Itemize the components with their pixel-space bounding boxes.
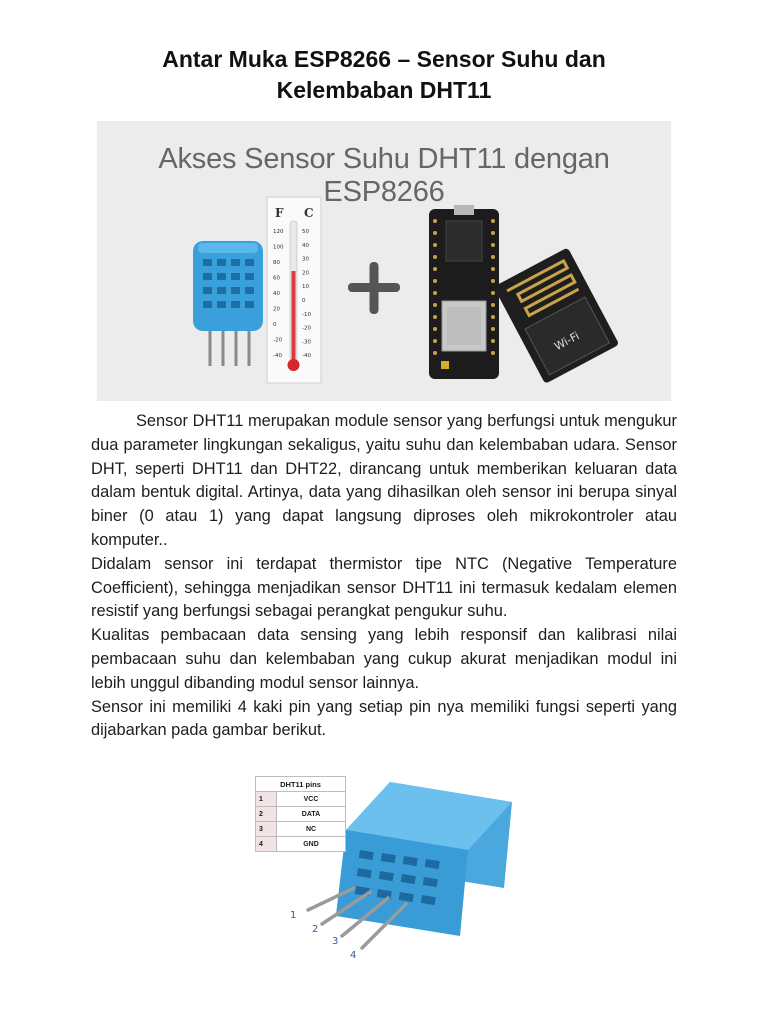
- paragraph-2: Didalam sensor ini terdapat thermistor tipe NTC (Negative Temperature Coefficient), sehingga menjadikan sensor DHT11 ini termasuk kedalam elemen resistif yang berfungsi sebagai perangkat pengukur suhu.: [91, 554, 677, 621]
- thermo-f-tick: 40: [273, 291, 280, 297]
- thermo-c-tick: -10: [302, 311, 311, 318]
- thermometer-illustration: [267, 197, 321, 383]
- hero-image: [97, 121, 671, 401]
- pin-number: 4: [256, 837, 277, 852]
- pin-label-2: 2: [312, 924, 319, 935]
- pin-name: NC: [277, 822, 346, 837]
- thermo-c-tick: 50: [302, 229, 309, 235]
- thermo-f-tick: 20: [273, 306, 280, 313]
- table-row: [256, 822, 346, 837]
- plus-icon: [348, 262, 400, 314]
- paragraph-3: Kualitas pembacaan data sensing yang lebih responsif dan kalibrasi nilai pembacaan suhu dan kelembaban yang cukup akurat menjadikan modul ini lebih unggul dibanding modul sensor lainnya.: [91, 626, 677, 692]
- thermo-c-tick: -30: [302, 339, 311, 346]
- dht11-sensor-illustration: [193, 241, 263, 366]
- thermo-c-tick: 20: [302, 270, 309, 277]
- thermo-c-tick: 0: [302, 298, 306, 304]
- thermo-f-tick: 60: [273, 275, 280, 282]
- page-title-line2: Kelembaban DHT11: [276, 77, 492, 103]
- dht11-sensor-3d: [336, 782, 512, 936]
- thermo-c-tick: 30: [302, 256, 309, 263]
- thermo-f-tick: 80: [273, 260, 280, 266]
- pin-label-3: 3: [332, 936, 339, 947]
- page-title: [0, 44, 768, 106]
- thermo-f-tick: 100: [273, 244, 284, 251]
- thermo-unit-f: F: [275, 206, 284, 220]
- pin-table: [255, 776, 346, 852]
- thermo-f-tick: -40: [273, 353, 282, 359]
- pin-label-1: 1: [290, 910, 297, 921]
- table-row: [256, 807, 346, 822]
- nodemcu-board-illustration: [429, 205, 499, 379]
- hero-caption: Akses Sensor Suhu DHT11 dengan ESP8266: [158, 143, 610, 208]
- thermo-c-tick: 10: [302, 284, 309, 291]
- pin-label-4: 4: [350, 950, 357, 961]
- pin-table-header: DHT11 pins: [256, 777, 346, 792]
- paragraph-4: Sensor ini memiliki 4 kaki pin yang setiap pin nya memiliki fungsi seperti yang dijabarkan pada gambar berikut.: [91, 697, 677, 740]
- pin-name: VCC: [277, 792, 346, 807]
- thermo-c-tick: 40: [302, 242, 309, 249]
- esp8266-module-illustration: [494, 247, 620, 384]
- thermo-unit-c: C: [304, 206, 314, 220]
- hero-illustration: [97, 121, 671, 401]
- pin-number: 1: [256, 792, 277, 807]
- paragraph-1: Sensor DHT11 merupakan module sensor yang berfungsi untuk mengukur dua parameter lingkungan sekaligus, yaitu suhu dan kelembaban udara. Sensor DHT, seperti DHT11 dan DHT22, dirancang untuk memberikan keluaran data dalam bentuk digital. Artinya, data yang dihasilkan oleh sensor ini berupa sinyal biner (0 atau 1) yang dapat langsung diproses oleh mikrokontroler atau komputer..: [91, 412, 677, 549]
- table-row: [256, 792, 346, 807]
- pin-number: 2: [256, 807, 277, 822]
- thermo-c-tick: -40: [302, 353, 311, 360]
- esp-chip-label: Wi-Fi: [552, 329, 582, 354]
- pin-name: DATA: [277, 807, 346, 822]
- thermo-f-tick: 0: [273, 322, 277, 328]
- pin-number: 3: [256, 822, 277, 837]
- article-body: [91, 410, 677, 743]
- thermo-f-tick: 120: [273, 229, 284, 235]
- thermo-c-tick: -20: [302, 325, 311, 332]
- page-title-line1: Antar Muka ESP8266 – Sensor Suhu dan: [162, 46, 606, 72]
- table-row: [256, 837, 346, 852]
- thermo-f-tick: -20: [273, 337, 282, 344]
- pin-name: GND: [277, 837, 346, 852]
